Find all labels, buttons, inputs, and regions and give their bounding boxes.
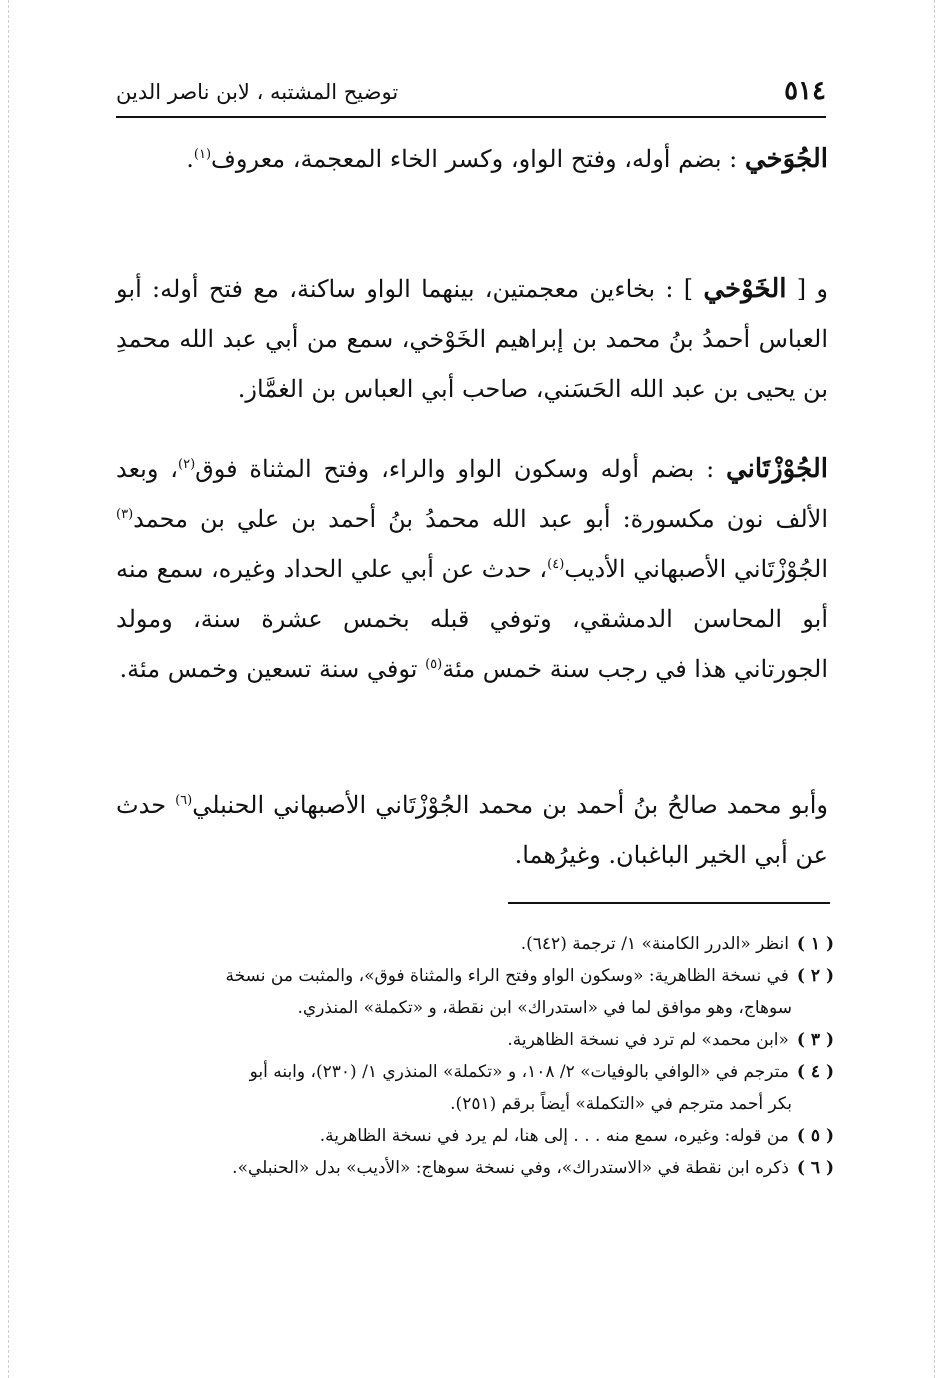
footnote-text: في نسخة الظاهرية: «وسكون الواو وفتح الراء والمثناة فوق»، والمثبت من نسخة xyxy=(225,966,789,986)
footnote-number: ( ٦ ) xyxy=(796,1158,834,1178)
entry-al-khawkhi xyxy=(116,264,828,414)
entry-text: ] : بخاءين معجمتين، بينهما الواو ساكنة، مع فتح أوله: أبو العباس أحمدُ بنُ محمد بن إبراهيم الخَوْخي، سمع من أبي عبد الله محمدِ بن يحيى بن عبد الله الحَسَني، صاحب أبي العباس بن الغمَّاز. xyxy=(116,275,828,403)
entry-heading: الجُوْزْتَاني xyxy=(726,454,828,484)
footnote-text: انظر «الدرر الكامنة» ١/ ترجمة (٦٤٢). xyxy=(520,934,789,954)
footnote-ref: (٤) xyxy=(547,557,565,572)
footnote-ref: (٣) xyxy=(116,507,134,522)
footnote-ref: (٢) xyxy=(178,457,196,472)
entry-text: . xyxy=(186,145,194,173)
footnote-2 xyxy=(112,960,834,992)
footnote-3 xyxy=(112,1024,834,1056)
entry-text: وأبو محمد صالحُ بنُ أحمد بن محمد الجُوْزْتَاني الأصبهاني الحنبلي xyxy=(192,791,829,819)
entry-text: ، حدث عن أبي علي الحداد وغيره، سمع منه أبو المحاسن الدمشقي، وتوفي قبله بخمس عشرة سنة، ومولد الجورتاني هذا في رجب سنة خمس مئة xyxy=(116,555,828,683)
running-title: توضيح المشتبه ، لابن ناصر الدين xyxy=(116,80,399,104)
entry-heading: الخَوْخي xyxy=(703,274,787,304)
footnote-text: من قوله: وغيره، سمع منه . . . إلى هنا، لم يرد في نسخة الظاهرية. xyxy=(319,1126,789,1146)
footnote-ref: (١) xyxy=(193,147,212,162)
entry-salih-al-jawzatani xyxy=(116,780,828,880)
footnote-1 xyxy=(112,928,834,960)
bracket-lead: و [ xyxy=(786,275,828,303)
scan-guide-line xyxy=(8,0,9,1378)
entry-text: حدث عن أبي الخير الباغبان. وغيرُهما. xyxy=(116,791,828,869)
footnote-number: ( ٤ ) xyxy=(796,1062,834,1082)
footnote-separator xyxy=(508,902,830,904)
footnote-ref: (٦) xyxy=(175,793,193,808)
footnotes xyxy=(112,928,834,1184)
footnote-4 xyxy=(112,1056,834,1088)
entry-al-jawzatani xyxy=(116,444,828,694)
footnote-number: ( ٢ ) xyxy=(796,966,834,986)
entry-heading: الجُوَخي xyxy=(744,144,828,174)
paragraph xyxy=(116,264,828,414)
paragraph xyxy=(116,780,828,880)
footnote-number: ( ٣ ) xyxy=(796,1030,834,1050)
scan-guide-line xyxy=(934,0,935,1378)
entry-text: : بضم أوله، وفتح الواو، وكسر الخاء المعجمة، معروف xyxy=(211,145,745,173)
page-number: ٥١٤ xyxy=(784,76,826,106)
footnote-text: ذكره ابن نقطة في «الاستدراك»، وفي نسخة سوهاج: «الأديب» بدل «الحنبلي». xyxy=(232,1158,789,1178)
footnote-text: «ابن محمد» لم ترد في نسخة الظاهرية. xyxy=(507,1030,789,1050)
footnote-number: ( ١ ) xyxy=(796,934,834,954)
entry-al-juwakhi xyxy=(116,134,828,184)
footnote-6 xyxy=(112,1152,834,1184)
entry-text: : بضم أوله وسكون الواو والراء، وفتح المثناة فوق xyxy=(195,455,727,483)
footnote-ref: (٥) xyxy=(425,657,443,672)
page-header xyxy=(116,76,826,118)
footnote-text: بكر أحمد مترجم في «التكملة» أيضاً برقم (٢٥١). xyxy=(450,1094,792,1114)
entry-text: الجُوْزْتَاني الأصبهاني الأديب xyxy=(564,555,829,583)
footnote-text: سوهاج، وهو موافق لما في «استدراك» ابن نقطة، و «تكملة» المنذري. xyxy=(297,998,792,1018)
footnote-5 xyxy=(112,1120,834,1152)
entry-text: ، وبعد الألف نون مكسورة: أبو عبد الله محمدُ بنُ أحمد بن علي بن محمد xyxy=(116,455,828,533)
footnote-text: مترجم في «الوافي بالوفيات» ٢/ ١٠٨، و «تكملة» المنذري ١/ (٢٣٠)، وابنه أبو xyxy=(249,1062,789,1082)
footnote-number: ( ٥ ) xyxy=(796,1126,834,1146)
footnote-2-continuation xyxy=(112,992,834,1024)
entry-text: توفي سنة تسعين وخمس مئة. xyxy=(119,655,426,683)
paragraph xyxy=(116,444,828,694)
paragraph xyxy=(116,134,828,184)
footnote-4-continuation xyxy=(112,1088,834,1120)
